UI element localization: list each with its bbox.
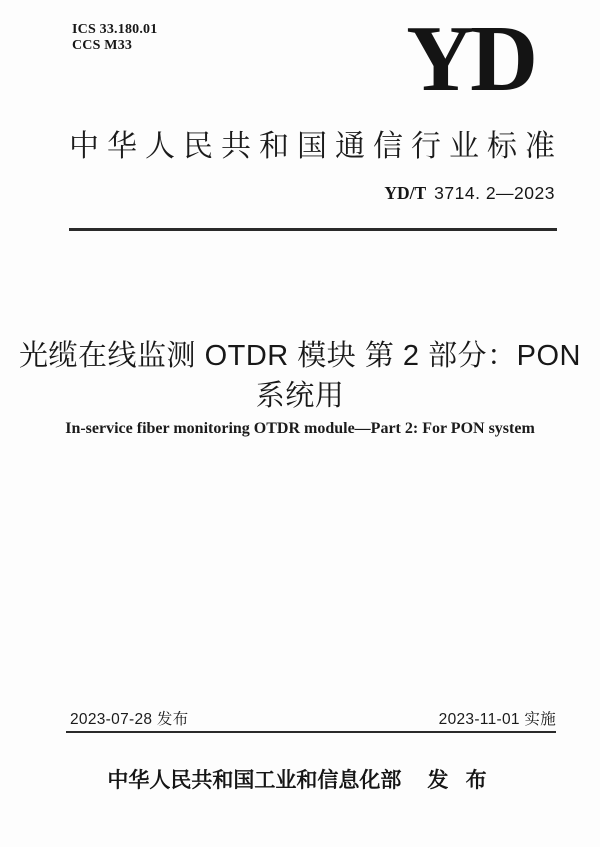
document-title-english: In-service fiber monitoring OTDR module—Part 2: For PON system xyxy=(65,420,535,437)
standard-category-title: 中华人民共和国通信行业标准 xyxy=(69,130,555,163)
publish-label: 发 布 xyxy=(427,768,493,792)
standard-number xyxy=(384,183,555,204)
ccs-code: CCS M33 xyxy=(72,38,133,53)
publisher-row xyxy=(0,764,600,794)
ics-code: ICS 33.180.01 xyxy=(72,22,158,37)
yd-logo: YD xyxy=(406,7,534,111)
top-divider-line xyxy=(69,228,557,231)
standard-number-prefix: YD/T xyxy=(384,183,427,203)
classification-codes xyxy=(72,22,157,54)
document-title-line2: 系统用 xyxy=(255,380,345,412)
issue-date: 2023-07-28 发布 xyxy=(70,711,189,728)
publisher-name: 中华人民共和国工业和信息化部 xyxy=(107,768,402,792)
document-title xyxy=(0,336,600,416)
bottom-divider-line xyxy=(66,731,556,733)
implementation-date: 2023-11-01 实施 xyxy=(438,711,556,728)
standard-number-rest: 3714. 2—2023 xyxy=(434,183,555,203)
document-title-line1: 光缆在线监测 OTDR 模块 第 2 部分：PON xyxy=(19,340,581,372)
